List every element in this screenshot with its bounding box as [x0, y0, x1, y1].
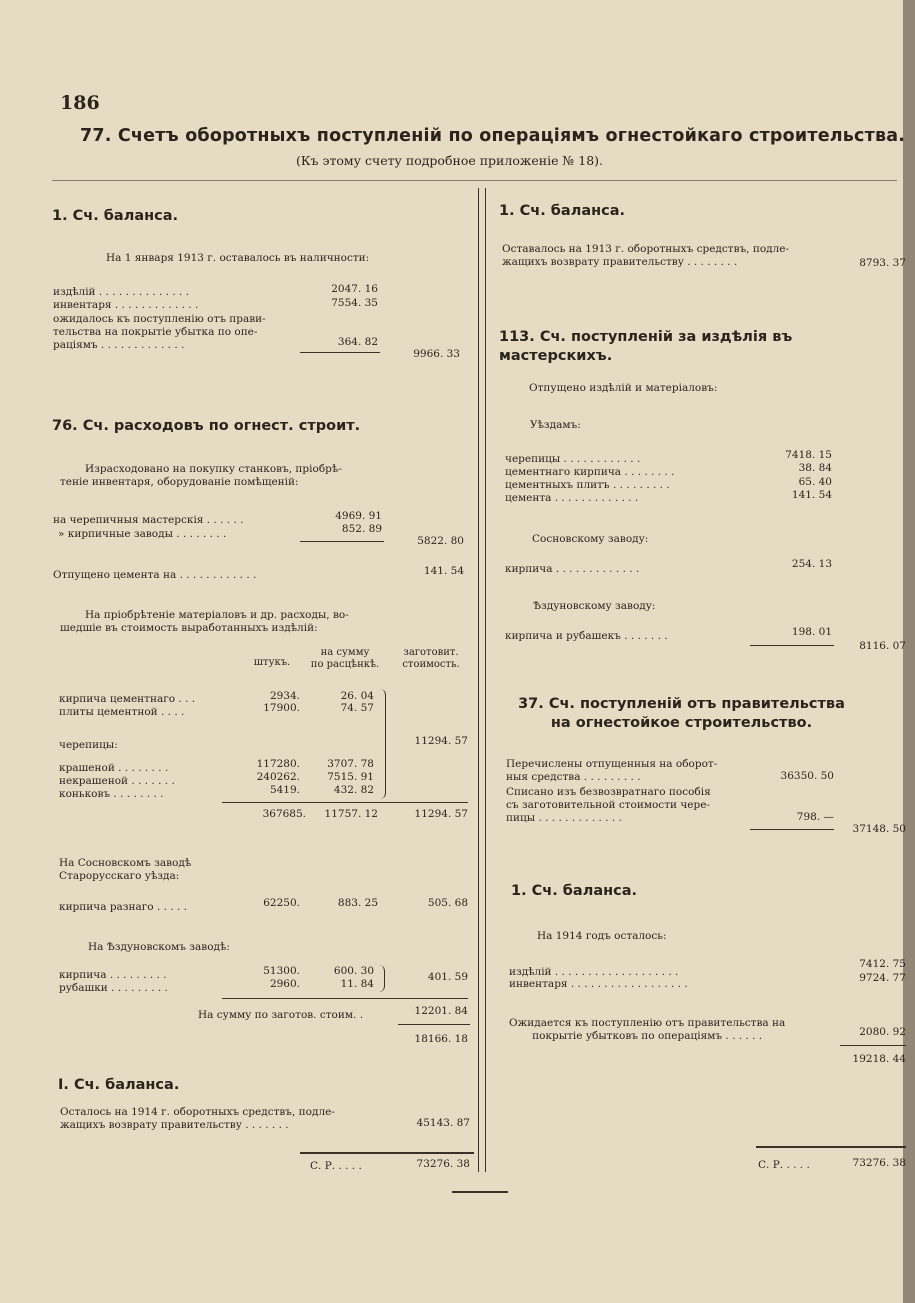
- left-grand-total-label: С. Р. . . . .: [310, 1160, 362, 1172]
- grouping-brace: [378, 965, 385, 992]
- end-ornament-rule: [452, 1191, 508, 1193]
- government-item-value: 798. —: [796, 811, 834, 823]
- left-expense-item-value: 4969. 91: [335, 510, 382, 522]
- left-expense-total: 5822. 80: [417, 535, 464, 547]
- uezd-item-label: цементнаго кирпича . . . . . . . .: [505, 466, 675, 478]
- page-title: 77. Счетъ оборотныхъ поступленій по операціямъ огнестойкаго строительства.: [80, 126, 906, 146]
- procurement-sum-value: 12201. 84: [414, 1005, 468, 1017]
- left-balance-item-value: 7554. 35: [331, 297, 378, 309]
- totals-rule: [222, 802, 468, 803]
- right-ezdunovsky-item-label: кирпича и рубашекъ . . . . . . .: [505, 630, 668, 642]
- subtotal-rule: [840, 1045, 906, 1046]
- uezd-item-value: 65. 40: [798, 476, 832, 488]
- subtotal-rule: [300, 541, 384, 542]
- right-grand-total-value: 73276. 38: [852, 1157, 906, 1169]
- material-row-qty: 17900.: [263, 702, 300, 714]
- left-balance-item-label: ожидалось къ поступленію отъ прави- тельства на покрытіе убытка по опе- раціямъ . . . . . . . . . . . . .: [53, 313, 266, 351]
- ezdunovsky-cost: 401. 59: [427, 971, 468, 983]
- right-closing-item-label: инвентаря . . . . . . . . . . . . . . . . . .: [509, 978, 688, 990]
- left-balance-item-value: 2047. 16: [331, 283, 378, 295]
- right-balance-heading: 1. Сч. баланса.: [499, 203, 626, 219]
- tile-row-label: крашеной . . . . . . . .: [59, 762, 169, 774]
- left-expense-item-value: 852. 89: [341, 523, 382, 535]
- tile-row-qty: 117280.: [256, 758, 300, 770]
- uezd-label: Уѣздамъ:: [530, 419, 581, 431]
- procurement-sum-label: На сумму по заготов. стоим. .: [198, 1009, 364, 1021]
- grand-total-rule: [756, 1146, 906, 1148]
- right-sosnovsky-item-value: 254. 13: [791, 558, 832, 570]
- uezd-item-value: 141. 54: [791, 489, 832, 501]
- left-balance-total: 9966. 33: [413, 348, 460, 360]
- left-balance-heading: 1. Сч. баланса.: [52, 208, 179, 224]
- subtotal-rule: [300, 352, 380, 353]
- right-government-total: 37148. 50: [852, 823, 906, 835]
- right-closing-expect-value: 2080. 92: [859, 1026, 906, 1038]
- tile-row-sum: 7515. 91: [327, 771, 374, 783]
- left-expense-intro: Израсходовано на покупку станковъ, пріобрѣ- теніе инвентаря, оборудованіе помѣщеній:: [60, 463, 342, 488]
- right-closing-total: 19218. 44: [852, 1053, 906, 1065]
- tile-row-label: коньковъ . . . . . . . .: [59, 788, 164, 800]
- ezdunovsky-row-qty: 51300.: [263, 965, 300, 977]
- uezd-item-value: 38. 84: [798, 462, 832, 474]
- totals-rule: [222, 998, 468, 999]
- page-subtitle: (Къ этому счету подробное приложеніе № 18).: [296, 153, 603, 168]
- right-sosnovsky-label: Сосновскому заводу:: [532, 533, 649, 545]
- left-closing-balance-text: Осталось на 1914 г. оборотныхъ средствъ, подле- жащихъ возврату правительству . . . . . . .: [60, 1106, 335, 1131]
- tile-row-qty: 5419.: [269, 784, 300, 796]
- left-grand-total-value: 73276. 38: [416, 1158, 470, 1170]
- right-sosnovsky-item-label: кирпича . . . . . . . . . . . . .: [505, 563, 640, 575]
- left-closing-balance-heading: I. Сч. баланса.: [58, 1077, 180, 1093]
- sosnovsky-row-qty: 62250.: [263, 897, 300, 909]
- left-balance-item-label: издѣлій . . . . . . . . . . . . . .: [53, 286, 190, 298]
- col-header-sum: на сумму по расцѣнкѣ.: [310, 647, 380, 670]
- tile-row-qty: 240262.: [256, 771, 300, 783]
- right-balance-text: Оставалось на 1913 г. оборотныхъ средствъ, подле- жащихъ возврату правительству . . . . . . . .: [502, 243, 790, 268]
- right-workshop-heading: 113. Сч. поступленій за издѣлія въ мастерскихъ.: [499, 329, 793, 364]
- tiles-total-cost: 11294. 57: [414, 808, 468, 820]
- grouping-brace: [378, 689, 386, 799]
- right-closing-item-value: 7412. 75: [859, 958, 906, 970]
- uezd-item-label: цементныхъ плитъ . . . . . . . . .: [505, 479, 670, 491]
- sosnovsky-heading: На Сосновскомъ заводѣ Старорусскаго уѣзда:: [59, 857, 192, 882]
- left-expense-item-label: на черепичныя мастерскія . . . . . .: [53, 514, 244, 526]
- material-row-label: плиты цементной . . . .: [59, 706, 185, 718]
- ezdunovsky-row-qty: 2960.: [269, 978, 300, 990]
- right-closing-balance-heading: 1. Сч. баланса.: [511, 883, 638, 899]
- right-balance-value: 8793. 37: [859, 257, 906, 269]
- right-government-heading: 37. Сч. поступленій отъ правительства на огнестойкое строительство.: [518, 696, 845, 731]
- left-expense-item-label: » кирпичные заводы . . . . . . . .: [58, 528, 227, 540]
- tiles-cost: 11294. 57: [414, 735, 468, 747]
- right-workshop-total: 8116. 07: [859, 640, 906, 652]
- left-balance-intro: На 1 января 1913 г. оставалось въ наличности:: [106, 252, 370, 264]
- uezd-item-label: черепицы . . . . . . . . . . . .: [505, 453, 641, 465]
- right-ezdunovsky-label: Ѣздуновскому заводу:: [533, 600, 656, 612]
- right-grand-total-label: С. Р. . . . .: [758, 1159, 810, 1171]
- tiles-label: черепицы:: [59, 739, 118, 751]
- left-closing-balance-value: 45143. 87: [416, 1117, 470, 1129]
- right-closing-item-label: издѣлій . . . . . . . . . . . . . . . . . . .: [509, 966, 679, 978]
- col-header-qty: штукъ.: [253, 657, 291, 668]
- materials-intro: На пріобрѣтеніе матеріаловъ и др. расходы, во- шедшіе въ стоимость выработанныхъ издѣлій:: [60, 609, 349, 634]
- left-subtotal: 18166. 18: [414, 1033, 468, 1045]
- uezd-item-value: 7418. 15: [785, 449, 832, 461]
- government-item-label: Перечислены отпущенныя на оборот- ныя средства . . . . . . . . .: [506, 758, 718, 783]
- government-item-label: Списано изъ безвозвратнаго пособія съ заготовительной стоимости чере- пицы . . . . . . . . . . . . .: [506, 786, 711, 824]
- material-row-sum: 74. 57: [340, 702, 374, 714]
- uezd-item-label: цемента . . . . . . . . . . . . .: [505, 492, 639, 504]
- right-closing-item-value: 9724. 77: [859, 972, 906, 984]
- tile-row-label: некрашеной . . . . . . .: [59, 775, 175, 787]
- grand-total-rule: [300, 1152, 474, 1154]
- tiles-total-sum: 11757. 12: [324, 808, 378, 820]
- left-balance-item-value: 364. 82: [337, 336, 378, 348]
- tiles-total-qty: 367685.: [262, 808, 306, 820]
- ezdunovsky-row-sum: 11. 84: [340, 978, 374, 990]
- ezdunovsky-row-label: рубашки . . . . . . . . .: [59, 982, 168, 994]
- cement-value: 141. 54: [423, 565, 464, 577]
- tile-row-sum: 3707. 78: [327, 758, 374, 770]
- sosnovsky-row-cost: 505. 68: [427, 897, 468, 909]
- right-closing-balance-intro: На 1914 годъ осталось:: [537, 930, 667, 942]
- col-header-cost: заготовит. стоимость.: [402, 647, 460, 670]
- subtotal-rule: [398, 1024, 470, 1025]
- government-item-value: 36350. 50: [780, 770, 834, 782]
- column-divider: [478, 188, 486, 1172]
- ezdunovsky-row-label: кирпича . . . . . . . . .: [59, 969, 167, 981]
- subtotal-rule: [750, 829, 834, 830]
- right-workshop-intro: Отпущено издѣлій и матеріаловъ:: [529, 382, 718, 394]
- material-row-label: кирпича цементнаго . . .: [59, 693, 196, 705]
- material-row-sum: 26. 04: [340, 690, 374, 702]
- ezdunovsky-heading: На Ѣздуновскомъ заводѣ:: [88, 941, 230, 953]
- subtotal-rule: [750, 645, 834, 646]
- tile-row-sum: 432. 82: [333, 784, 374, 796]
- cement-label: Отпущено цемента на . . . . . . . . . . . .: [53, 569, 257, 581]
- left-balance-item-label: инвентаря . . . . . . . . . . . . .: [53, 299, 199, 311]
- page-number: 186: [60, 92, 100, 114]
- right-closing-expect-text: Ожидается къ поступленію отъ правительства на покрытіе убытковъ по операціямъ . . . . . .: [509, 1017, 786, 1042]
- right-ezdunovsky-item-value: 198. 01: [791, 626, 832, 638]
- material-row-qty: 2934.: [269, 690, 300, 702]
- sosnovsky-row-sum: 883. 25: [337, 897, 378, 909]
- header-rule: [52, 180, 897, 181]
- left-expense-heading: 76. Сч. расходовъ по огнест. строит.: [52, 418, 361, 434]
- sosnovsky-row-label: кирпича разнаго . . . . .: [59, 901, 187, 913]
- ezdunovsky-row-sum: 600. 30: [333, 965, 374, 977]
